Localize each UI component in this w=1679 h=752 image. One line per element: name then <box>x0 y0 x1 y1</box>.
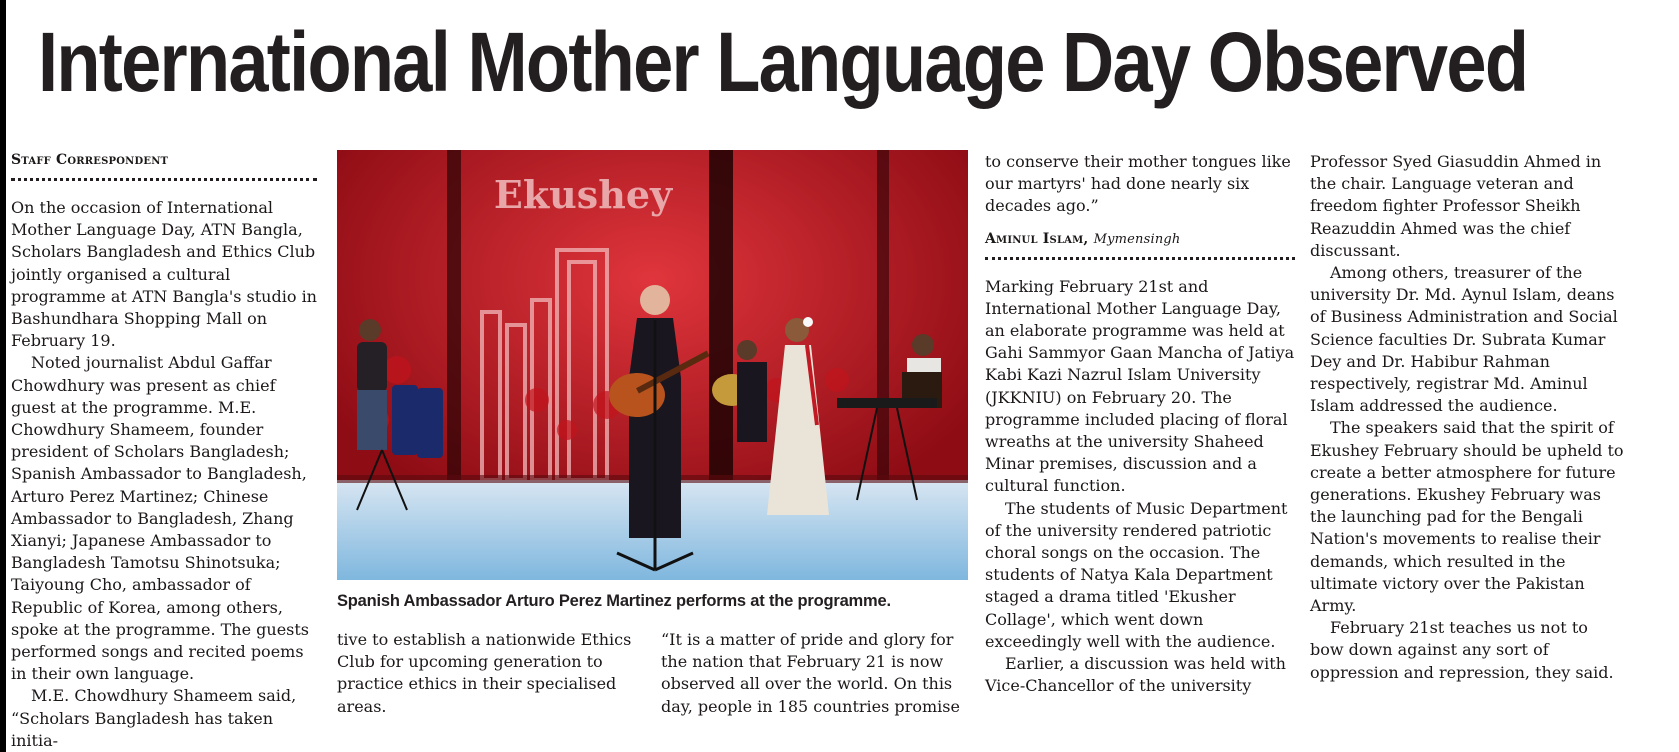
story1-paragraph: Noted journalist Abdul Gaffar Chowdhury was present as chief guest at the programme. M.E. Chowdhury Shameem, founder president of Scholars Bangladesh; Spanish Ambassador to Bangladesh, Arturo Perez Martinez; Chinese Ambassador to Bangladesh, Zhang Xianyi; Japanese Ambassador to Bangladesh Tamotsu Shinotsuka; Taiyoung Cho, ambassador of Republic of Korea, among others, spoke at the programme. The guests performed songs and recited poems in their own language. <box>11 353 310 684</box>
story2-paragraph: The speakers said that the spirit of Ekushey February should be upheld to create a better atmosphere for future generations. Ekushey February was the launching pad for the Bengali Nation's movements to realise their demands, which resulted in the ultimate victory over the Pakistan Army. <box>1310 418 1624 616</box>
story1-continued-text: tive to establish a nationwide Ethics Club for upcoming generation to practice ethics in their specialised areas. <box>337 630 632 716</box>
stage-sign: Ekushey <box>493 172 673 217</box>
column-4 <box>985 151 1295 697</box>
photo-caption: Spanish Ambassador Arturo Perez Martinez performs at the programme. <box>337 592 891 610</box>
headline: International Mother Language Day Observed <box>38 15 1528 109</box>
story1-quote-end: to conserve their mother tongues like our martyrs' had done nearly six decades ago.” <box>985 152 1291 216</box>
story2-paragraph: Among others, treasurer of the university Dr. Md. Aynul Islam, deans of Business Administration and Social Science faculties Dr. Subrata Kumar Dey and Dr. Habibur Rahman respectively, registrar Md. Aminul Islam addressed the audience. <box>1310 263 1618 416</box>
story2-paragraph: Marking February 21st and International Mother Language Day, an elaborate programme was held at Gahi Sammyor Gaan Mancha of Jatiya Kabi Kazi Nazrul Islam University (JKKNIU) on February 20. The programme included placing of floral wreaths at the university Shaheed Minar premises, discussion and a cultural function. <box>985 276 1295 496</box>
column-5 <box>1310 151 1625 684</box>
story2-paragraph: February 21st teaches us not to bow down against any sort of oppression and repression, they said. <box>1310 618 1614 682</box>
story1-paragraph-part: M.E. Chowdhury Shameem said, “Scholars Bangladesh has taken initia- <box>11 686 297 750</box>
story1-quote: “It is a matter of pride and glory for the nation that February 21 is now observed all over the world. On this day, people in 185 countries promise <box>661 630 960 716</box>
page-edge-bar <box>0 0 6 752</box>
byline-divider <box>985 257 1295 260</box>
story2-paragraph-continued: Professor Syed Giasuddin Ahmed in the chair. Language veteran and freedom fighter Professor Sheikh Reazuddin Ahmed was the chief discussant. <box>1310 152 1602 260</box>
stage-photo-illustration <box>337 150 968 580</box>
story1-column-1 <box>11 149 317 752</box>
story2-byline <box>985 228 1295 250</box>
story2-author: Aminul Islam, <box>985 230 1089 247</box>
byline-divider <box>11 178 317 181</box>
story1-column-3 <box>661 629 961 718</box>
story1-column-2 <box>337 629 637 718</box>
story2-place: Mymensingh <box>1093 231 1181 247</box>
story1-paragraph <box>11 685 317 752</box>
stage-photo <box>337 150 968 580</box>
story2-paragraph: Earlier, a discussion was held with Vice-Chancellor of the university <box>985 654 1286 696</box>
story2-paragraph: The students of Music Department of the university rendered patriotic choral songs on the occasion. The students of Natya Kala Department staged a drama titled 'Ekusher Collage', which went down exceedingly well with the audience. <box>985 498 1288 651</box>
story1-byline: Staff Correspondent <box>11 152 169 168</box>
story1-paragraph: On the occasion of International Mother Language Day, ATN Bangla, Scholars Bangladesh and Ethics Club jointly organised a cultural programme at ATN Bangla's studio in Bashundhara Shopping Mall on February 19. <box>11 198 317 351</box>
